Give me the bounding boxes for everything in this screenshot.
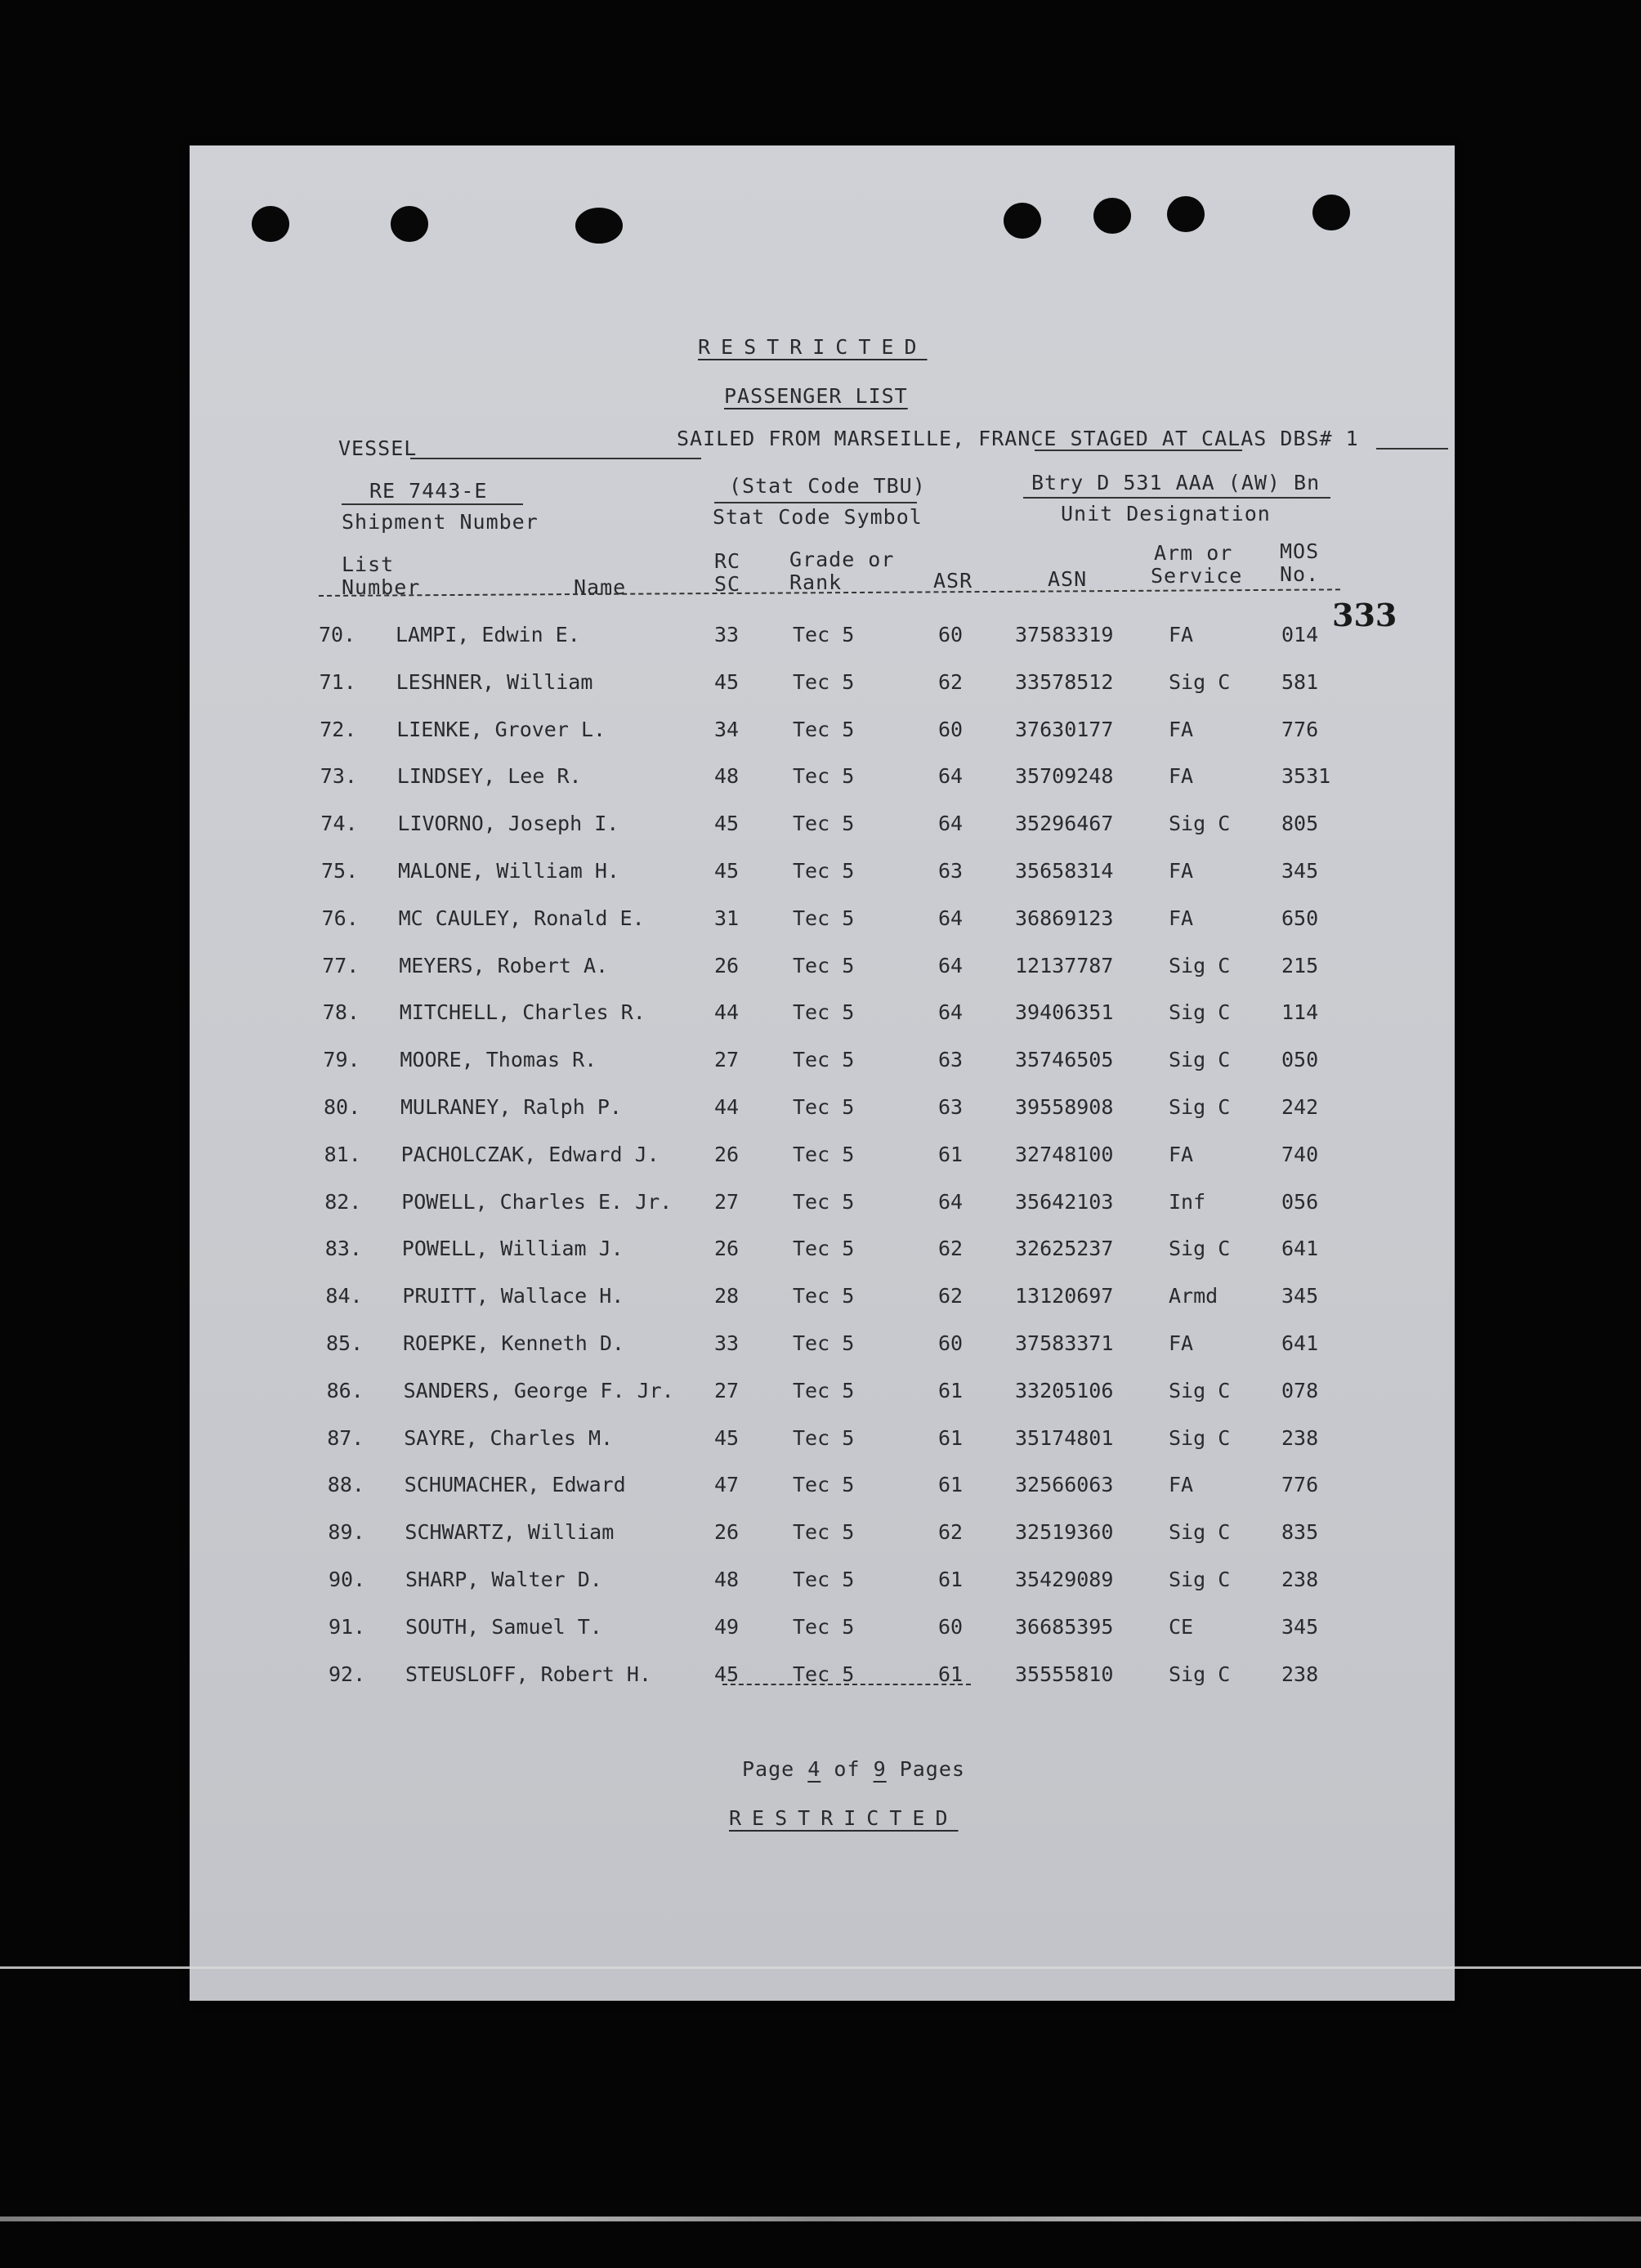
classification-bottom: RESTRICTED	[729, 1806, 959, 1830]
table-row	[190, 1662, 1455, 1695]
cell-no: 78.	[322, 1000, 360, 1025]
col-arm-1: Arm or	[1154, 541, 1233, 565]
table-row	[190, 1237, 1455, 1269]
cell-asn: 36869123	[1015, 906, 1114, 930]
cell-asn: 13120697	[1015, 1284, 1114, 1308]
table-row	[190, 718, 1455, 750]
cell-no: 79.	[323, 1048, 360, 1072]
cell-asr: 61	[938, 1142, 964, 1166]
cell-mos: 740	[1281, 1142, 1319, 1166]
cell-no: 88.	[327, 1473, 364, 1497]
cell-name: STEUSLOFF, Robert H.	[405, 1662, 652, 1686]
cell-asr: 60	[938, 1331, 964, 1355]
cell-asr: 64	[938, 953, 964, 977]
cell-asn: 32748100	[1015, 1142, 1114, 1166]
cell-name: PRUITT, Wallace H.	[402, 1284, 624, 1308]
col-arm-2: Service	[1151, 564, 1243, 588]
cell-name: LESHNER, William	[396, 669, 593, 694]
cell-no: 91.	[329, 1614, 366, 1639]
cell-rcsc: 45	[714, 859, 740, 883]
col-mos-1: MOS	[1280, 539, 1320, 563]
cell-asr: 61	[938, 1378, 964, 1402]
cell-mos: 776	[1281, 717, 1319, 741]
cell-arm: Sig C	[1169, 953, 1231, 977]
cell-name: MITCHELL, Charles R.	[399, 1000, 646, 1025]
cell-arm: Sig C	[1169, 1237, 1231, 1261]
stat-code-label: Stat Code Symbol	[713, 505, 923, 529]
cell-no: 81.	[324, 1142, 361, 1166]
punch-hole	[1167, 196, 1205, 232]
cell-name: MOORE, Thomas R.	[400, 1048, 597, 1072]
cell-asn: 35658314	[1015, 859, 1114, 883]
page-of: of	[834, 1757, 861, 1781]
cell-no: 77.	[322, 953, 360, 977]
cell-asr: 63	[938, 859, 964, 883]
col-asn: ASN	[1048, 567, 1088, 591]
cell-arm: FA	[1169, 623, 1194, 646]
cell-arm: CE	[1169, 1614, 1194, 1639]
cell-asr: 64	[938, 1189, 964, 1214]
cell-no: 70.	[319, 623, 356, 646]
punch-hole	[1312, 195, 1350, 230]
cell-rcsc: 44	[714, 1000, 740, 1025]
punch-hole	[1004, 203, 1041, 239]
cell-rcsc: 26	[714, 1142, 740, 1166]
cell-no: 73.	[320, 764, 357, 789]
cell-mos: 114	[1281, 1000, 1319, 1025]
sailed-from-text: SAILED FROM MARSEILLE, FRANCE STAGED AT CALAS DBS# 1	[677, 427, 1359, 450]
cell-no: 80.	[324, 1095, 361, 1119]
cell-arm: FA	[1169, 1142, 1194, 1166]
cell-rank: Tec 5	[793, 953, 855, 977]
table-row	[190, 1473, 1455, 1505]
cell-arm: Sig C	[1169, 1000, 1231, 1025]
cell-asr: 62	[938, 1284, 964, 1308]
cell-name: SOUTH, Samuel T.	[405, 1614, 602, 1639]
cell-rank: Tec 5	[793, 1520, 855, 1545]
cell-asn: 33205106	[1015, 1378, 1114, 1402]
cell-mos: 641	[1281, 1331, 1319, 1355]
cell-arm: FA	[1169, 859, 1194, 883]
cell-rank: Tec 5	[793, 1473, 855, 1497]
table-row	[190, 1284, 1455, 1317]
cell-rcsc: 27	[714, 1378, 740, 1402]
cell-rank: Tec 5	[793, 1568, 855, 1591]
cell-rank: Tec 5	[793, 906, 855, 930]
cell-mos: 805	[1281, 812, 1319, 836]
cell-rank: Tec 5	[793, 1095, 855, 1119]
cell-name: MC CAULEY, Ronald E.	[398, 906, 645, 930]
cell-rcsc: 47	[714, 1473, 740, 1497]
cell-rank: Tec 5	[793, 1048, 855, 1072]
table-row	[190, 1426, 1455, 1459]
cell-no: 72.	[320, 717, 357, 741]
cell-no: 75.	[321, 859, 359, 883]
cell-mos: 776	[1281, 1473, 1319, 1497]
page-suffix: Pages	[899, 1757, 965, 1781]
cell-rcsc: 33	[714, 1331, 740, 1355]
cell-no: 85.	[326, 1331, 364, 1355]
cell-rank: Tec 5	[793, 717, 855, 741]
cell-asr: 61	[938, 1568, 964, 1591]
cell-rank: Tec 5	[793, 859, 855, 883]
page-prefix: Page	[742, 1757, 795, 1781]
cell-mos: 345	[1281, 1614, 1319, 1639]
cell-mos: 345	[1281, 859, 1319, 883]
cell-mos: 238	[1281, 1568, 1319, 1591]
cell-rcsc: 26	[714, 1237, 740, 1261]
cell-rank: Tec 5	[793, 1142, 855, 1166]
cell-asr: 60	[938, 623, 964, 646]
cell-rank: Tec 5	[793, 623, 855, 646]
shipment-underline	[342, 503, 523, 505]
cell-asn: 35709248	[1015, 764, 1114, 789]
cell-rcsc: 49	[714, 1614, 740, 1639]
cell-mos: 835	[1281, 1520, 1319, 1545]
table-row	[190, 1048, 1455, 1080]
cell-asr: 60	[938, 1614, 964, 1639]
document-title: PASSENGER LIST	[724, 384, 908, 408]
cell-name: SHARP, Walter D.	[405, 1568, 602, 1591]
table-row	[190, 1143, 1455, 1175]
cell-asr: 63	[938, 1095, 964, 1119]
vessel-blank-line	[410, 458, 701, 459]
table-row	[190, 954, 1455, 986]
cell-asr: 60	[938, 717, 964, 741]
cell-rank: Tec 5	[793, 1000, 855, 1025]
cell-mos: 056	[1281, 1189, 1319, 1214]
cell-mos: 014	[1281, 623, 1319, 646]
cell-rcsc: 48	[714, 764, 740, 789]
cell-asr: 64	[938, 906, 964, 930]
shipment-number-label: Shipment Number	[342, 510, 539, 534]
cell-rank: Tec 5	[793, 1284, 855, 1308]
table-row	[190, 1095, 1455, 1128]
cell-arm: Sig C	[1169, 812, 1231, 836]
cell-arm: FA	[1169, 717, 1194, 741]
cell-rank: Tec 5	[793, 1378, 855, 1402]
table-row	[190, 623, 1455, 655]
cell-asn: 12137787	[1015, 953, 1114, 977]
stat-code-underline	[714, 502, 917, 503]
cell-arm: FA	[1169, 1473, 1194, 1497]
page-counter	[742, 1757, 965, 1781]
cell-arm: Sig C	[1169, 1520, 1231, 1545]
cell-no: 76.	[321, 906, 359, 930]
cell-arm: Sig C	[1169, 1662, 1231, 1686]
cell-asn: 35429089	[1015, 1568, 1114, 1591]
cell-mos: 3531	[1281, 764, 1331, 789]
cell-rcsc: 45	[714, 669, 740, 694]
cell-rank: Tec 5	[793, 1331, 855, 1355]
cell-rank: Tec 5	[793, 1425, 855, 1450]
cell-rank: Tec 5	[793, 1614, 855, 1639]
cell-mos: 238	[1281, 1425, 1319, 1450]
vessel-label: VESSEL	[338, 436, 418, 460]
cell-rcsc: 45	[714, 812, 740, 836]
scan-artifact-line	[0, 1966, 1641, 1969]
cell-asr: 62	[938, 669, 964, 694]
cell-name: MULRANEY, Ralph P.	[400, 1095, 622, 1119]
col-list-number-2: Number	[342, 575, 421, 599]
cell-rcsc: 27	[714, 1189, 740, 1214]
cell-name: LINDSEY, Lee R.	[396, 764, 582, 789]
cell-asn: 35174801	[1015, 1425, 1114, 1450]
cell-rcsc: 44	[714, 1095, 740, 1119]
unit-designation-label: Unit Designation	[1061, 502, 1271, 526]
cell-asn: 37630177	[1015, 717, 1114, 741]
cell-asn: 37583371	[1015, 1331, 1114, 1355]
cell-no: 89.	[328, 1520, 365, 1545]
table-row	[190, 906, 1455, 939]
punch-hole	[1093, 198, 1131, 234]
table-row	[190, 812, 1455, 844]
cell-arm: Sig C	[1169, 1048, 1231, 1072]
table-row	[190, 1615, 1455, 1648]
cell-asr: 61	[938, 1425, 964, 1450]
last-row-rule	[722, 1684, 971, 1685]
cell-no: 82.	[324, 1189, 362, 1214]
cell-mos: 242	[1281, 1095, 1319, 1119]
table-row	[190, 1331, 1455, 1364]
cell-rcsc: 48	[714, 1568, 740, 1591]
cell-rank: Tec 5	[793, 669, 855, 694]
cell-arm: FA	[1169, 1331, 1194, 1355]
punch-hole	[575, 208, 623, 244]
cell-asn: 35642103	[1015, 1189, 1114, 1214]
stat-code-value: (Stat Code TBU)	[729, 474, 926, 498]
cell-no: 90.	[329, 1568, 366, 1591]
cell-arm: FA	[1169, 906, 1194, 930]
col-rcsc-2: SC	[714, 572, 741, 596]
table-row	[190, 670, 1455, 703]
col-grade-1: Grade or	[789, 548, 895, 571]
staged-underline	[1376, 448, 1448, 450]
cell-rcsc: 45	[714, 1662, 740, 1686]
cell-name: LAMPI, Edwin E.	[396, 623, 580, 646]
cell-asn: 39558908	[1015, 1095, 1114, 1119]
cell-arm: Armd	[1169, 1284, 1218, 1308]
cell-arm: Sig C	[1169, 1568, 1231, 1591]
page-current: 4	[807, 1757, 821, 1781]
cell-name: ROEPKE, Kenneth D.	[403, 1331, 624, 1355]
cell-name: POWELL, William J.	[401, 1237, 624, 1261]
cell-rcsc: 31	[714, 906, 740, 930]
cell-mos: 215	[1281, 953, 1319, 977]
cell-rcsc: 27	[714, 1048, 740, 1072]
table-row	[190, 1190, 1455, 1223]
cell-no: 84.	[325, 1284, 363, 1308]
cell-asr: 64	[938, 1000, 964, 1025]
document-page	[190, 145, 1455, 2001]
table-row	[190, 1520, 1455, 1553]
cell-asn: 32566063	[1015, 1473, 1114, 1497]
cell-asr: 61	[938, 1473, 964, 1497]
sailed-underline	[1035, 450, 1242, 451]
cell-asn: 36685395	[1015, 1614, 1114, 1639]
cell-no: 92.	[329, 1662, 366, 1686]
table-row	[190, 764, 1455, 797]
cell-arm: Sig C	[1169, 1095, 1231, 1119]
cell-asn: 37583319	[1015, 623, 1114, 646]
cell-rank: Tec 5	[793, 1662, 855, 1686]
cell-rcsc: 34	[714, 717, 740, 741]
cell-rcsc: 33	[714, 623, 740, 646]
cell-rank: Tec 5	[793, 1237, 855, 1261]
classification-top: RESTRICTED	[698, 335, 928, 359]
cell-no: 74.	[320, 812, 358, 836]
cell-asr: 62	[938, 1237, 964, 1261]
shipment-number-value: RE 7443-E	[369, 479, 488, 503]
cell-rank: Tec 5	[793, 812, 855, 836]
cell-no: 83.	[324, 1237, 362, 1261]
cell-asn: 35296467	[1015, 812, 1114, 836]
cell-asn: 35746505	[1015, 1048, 1114, 1072]
cell-asn: 32519360	[1015, 1520, 1114, 1545]
cell-name: SCHUMACHER, Edward	[404, 1473, 626, 1497]
cell-mos: 050	[1281, 1048, 1319, 1072]
cell-asr: 64	[938, 764, 964, 789]
cell-name: LIENKE, Grover L.	[396, 717, 606, 741]
cell-arm: Sig C	[1169, 1378, 1231, 1402]
unit-underline	[1023, 497, 1330, 499]
cell-name: SCHWARTZ, William	[405, 1520, 615, 1545]
cell-mos: 078	[1281, 1378, 1319, 1402]
cell-no: 87.	[327, 1425, 364, 1450]
cell-name: PACHOLCZAK, Edward J.	[400, 1142, 660, 1166]
col-grade-2: Rank	[789, 570, 843, 594]
col-rcsc-1: RC	[714, 549, 741, 573]
cell-rcsc: 45	[714, 1425, 740, 1450]
cell-asn: 35555810	[1015, 1662, 1114, 1686]
cell-name: SAYRE, Charles M.	[404, 1425, 614, 1450]
cell-asr: 61	[938, 1662, 964, 1686]
col-list-number-1: List	[342, 552, 395, 576]
cell-asr: 64	[938, 812, 964, 836]
cell-asn: 33578512	[1015, 669, 1114, 694]
cell-mos: 641	[1281, 1237, 1319, 1261]
col-asr: ASR	[933, 569, 973, 593]
table-row	[190, 1568, 1455, 1600]
cell-arm: Sig C	[1169, 1425, 1231, 1450]
col-mos-2: No.	[1280, 562, 1320, 586]
punch-hole	[252, 206, 289, 242]
cell-rcsc: 26	[714, 1520, 740, 1545]
cell-rcsc: 26	[714, 953, 740, 977]
cell-rcsc: 28	[714, 1284, 740, 1308]
cell-name: POWELL, Charles E. Jr.	[401, 1189, 673, 1214]
cell-name: MALONE, William H.	[398, 859, 619, 883]
cell-arm: FA	[1169, 764, 1194, 789]
table-row	[190, 1000, 1455, 1033]
col-name: Name	[574, 575, 627, 599]
scan-artifact-line	[0, 2217, 1641, 2221]
cell-name: MEYERS, Robert A.	[399, 953, 609, 977]
cell-rank: Tec 5	[793, 764, 855, 789]
unit-designation-value: Btry D 531 AAA (AW) Bn	[1031, 471, 1321, 494]
cell-mos: 581	[1281, 669, 1319, 694]
cell-asn: 39406351	[1015, 1000, 1114, 1025]
cell-no: 86.	[326, 1378, 364, 1402]
table-row	[190, 1379, 1455, 1411]
cell-rank: Tec 5	[793, 1189, 855, 1214]
cell-mos: 650	[1281, 906, 1319, 930]
punch-hole	[391, 206, 428, 242]
table-row	[190, 859, 1455, 892]
cell-no: 71.	[319, 669, 356, 694]
page-total: 9	[873, 1757, 887, 1781]
cell-name: SANDERS, George F. Jr.	[403, 1378, 674, 1402]
cell-name: LIVORNO, Joseph I.	[397, 812, 619, 836]
cell-mos: 238	[1281, 1662, 1319, 1686]
cell-arm: Sig C	[1169, 669, 1231, 694]
cell-mos: 345	[1281, 1284, 1319, 1308]
page-stamp-number: 333	[1332, 597, 1397, 633]
cell-asn: 32625237	[1015, 1237, 1114, 1261]
cell-asr: 62	[938, 1520, 964, 1545]
cell-asr: 63	[938, 1048, 964, 1072]
cell-arm: Inf	[1169, 1189, 1206, 1214]
